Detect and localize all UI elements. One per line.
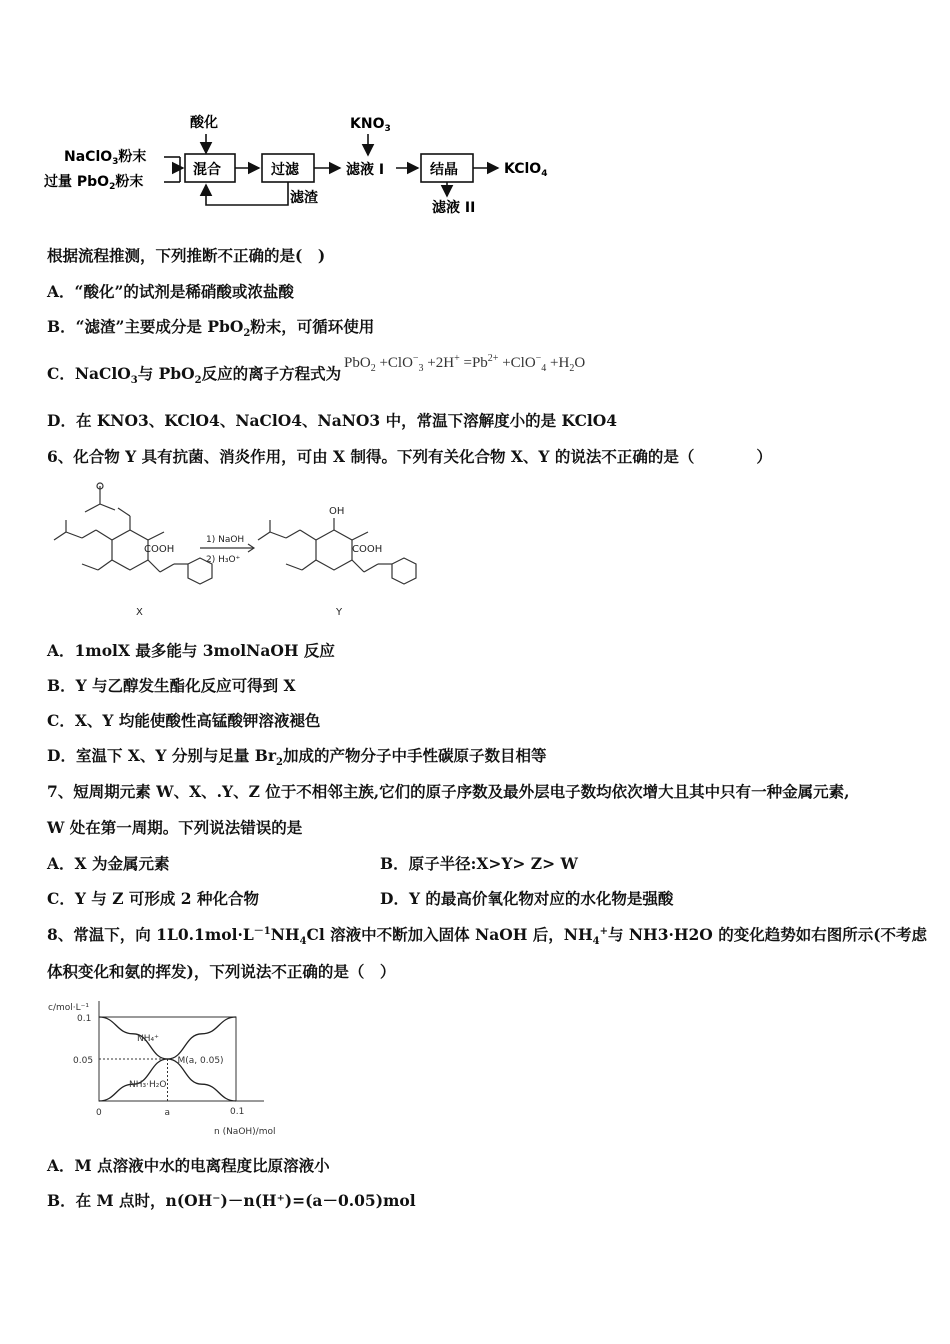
filtrate1-label: 滤液 I: [346, 162, 385, 178]
y-tick-label: 0.05: [73, 1056, 94, 1066]
kno3-label: $KNO_3$: [350, 116, 391, 134]
q8-option-b: B．在 M 点时，n(OH⁻)－n(H⁺)=(a－0.05)mol: [47, 1191, 416, 1210]
reagent-step2: 2) H₃O⁺: [206, 555, 241, 565]
filtrate2-label: 滤液 II: [432, 200, 476, 216]
q6-option-a: A．1molX 最多能与 3molNaOH 反应: [47, 641, 335, 660]
x-tick-label: a: [164, 1108, 171, 1118]
ionic-equation: $PbO_2 +ClO^-_3 +2H^+ =Pb^{2+} +ClO^-_4 +H_2O$: [344, 353, 586, 374]
concentration-chart: [44, 997, 284, 1137]
q7-option-b: B．原子半径:X>Y> Z> W: [380, 854, 578, 873]
q5-option-c: C．NaClO$_3$与 PbO$_2$反应的离子方程式为: [47, 364, 342, 387]
q5-option-b: B．“滤渣”主要成分是 PbO$_2$粉末，可循环使用: [47, 317, 375, 340]
y-cooh-label: COOH: [352, 544, 383, 555]
residue-label: 滤渣: [290, 190, 318, 206]
series-label-nh3h2o: NH₃·H₂O: [129, 1080, 167, 1090]
q6-option-c: C．X、Y 均能使酸性高锰酸钾溶液褪色: [47, 711, 321, 730]
filter-label: 过滤: [271, 162, 299, 178]
y-axis-label: c/mol·L⁻¹: [48, 1003, 89, 1013]
naclo3-label: NaClO$_3$粉末: [64, 149, 147, 167]
compound-y-label: Y: [336, 607, 343, 618]
reagent-step1: 1) NaOH: [206, 535, 245, 545]
q8-stem-line1: 8、常温下，向 $1L0.1mol\cdot L^{-1}NH_4Cl$ 溶液中不断加入固体 NaOH 后，$NH_4^+$与 NH3·H2O 的变化趋势如右图所示(不考虑: [47, 925, 928, 948]
q5-option-d: D．在 KNO3、KClO4、NaClO4、NaNO3 中，常温下溶解度小的是 KClO4: [47, 411, 618, 430]
q8-stem-line2: 体积变化和氨的挥发)，下列说法不正确的是（ ）: [47, 962, 396, 981]
q6-stem: 6、化合物 Y 具有抗菌、消炎作用，可由 X 制得。下列有关化合物 X、Y 的说法不正确的是（ ）: [47, 447, 772, 466]
q7-stem-line1: 7、短周期元素 W、X、.Y、Z 位于不相邻主族,它们的原子序数及最外层电子数均依次增大且其中只有一种金属元素,: [47, 782, 850, 801]
crystallize-label: 结晶: [430, 162, 458, 178]
q7-stem-line2: W 处在第一周期。下列说法错误的是: [47, 818, 303, 837]
x-axis-label: n (NaOH)/mol: [214, 1127, 276, 1137]
series-label-nh4: NH₄⁺: [137, 1034, 159, 1044]
x-tick-label: 0: [96, 1108, 102, 1118]
acidify-label: 酸化: [190, 115, 218, 131]
mix-label: 混合: [193, 162, 221, 178]
q8-option-a: A．M 点溶液中水的电离程度比原溶液小: [47, 1156, 330, 1175]
pbo2-label: 过量 PbO$_2$粉末: [44, 174, 144, 192]
kclo4-label: KClO$_4$: [504, 161, 548, 179]
compound-x-label: X: [136, 607, 143, 618]
q7-option-d: D．Y 的最高价氧化物对应的水化物是强酸: [380, 889, 674, 908]
y-oh-label: OH: [329, 506, 345, 517]
y-tick-label: 0.1: [77, 1014, 92, 1024]
process-flow-diagram: [40, 110, 600, 220]
point-m-annotation: M(a, 0.05): [177, 1056, 224, 1066]
x-cooh-label: COOH: [144, 544, 175, 555]
q5-option-a: A．“酸化”的试剂是稀硝酸或浓盐酸: [47, 282, 294, 301]
q7-option-a: A．X 为金属元素: [47, 854, 170, 873]
q5-stem: 根据流程推测，下列推断不正确的是( ): [47, 246, 326, 265]
q7-option-c: C．Y 与 Z 可形成 2 种化合物: [47, 889, 259, 908]
compound-y-structure: [258, 518, 416, 584]
q6-option-b: B．Y 与乙醇发生酯化反应可得到 X: [47, 676, 296, 695]
compound-x-structure: [54, 483, 212, 584]
x-tick-label: 0.1: [230, 1107, 245, 1117]
q6-option-d: D．室温下 X、Y 分别与足量 $Br_2$加成的产物分子中手性碳原子数目相等: [47, 746, 547, 769]
reaction-scheme: [40, 482, 420, 622]
